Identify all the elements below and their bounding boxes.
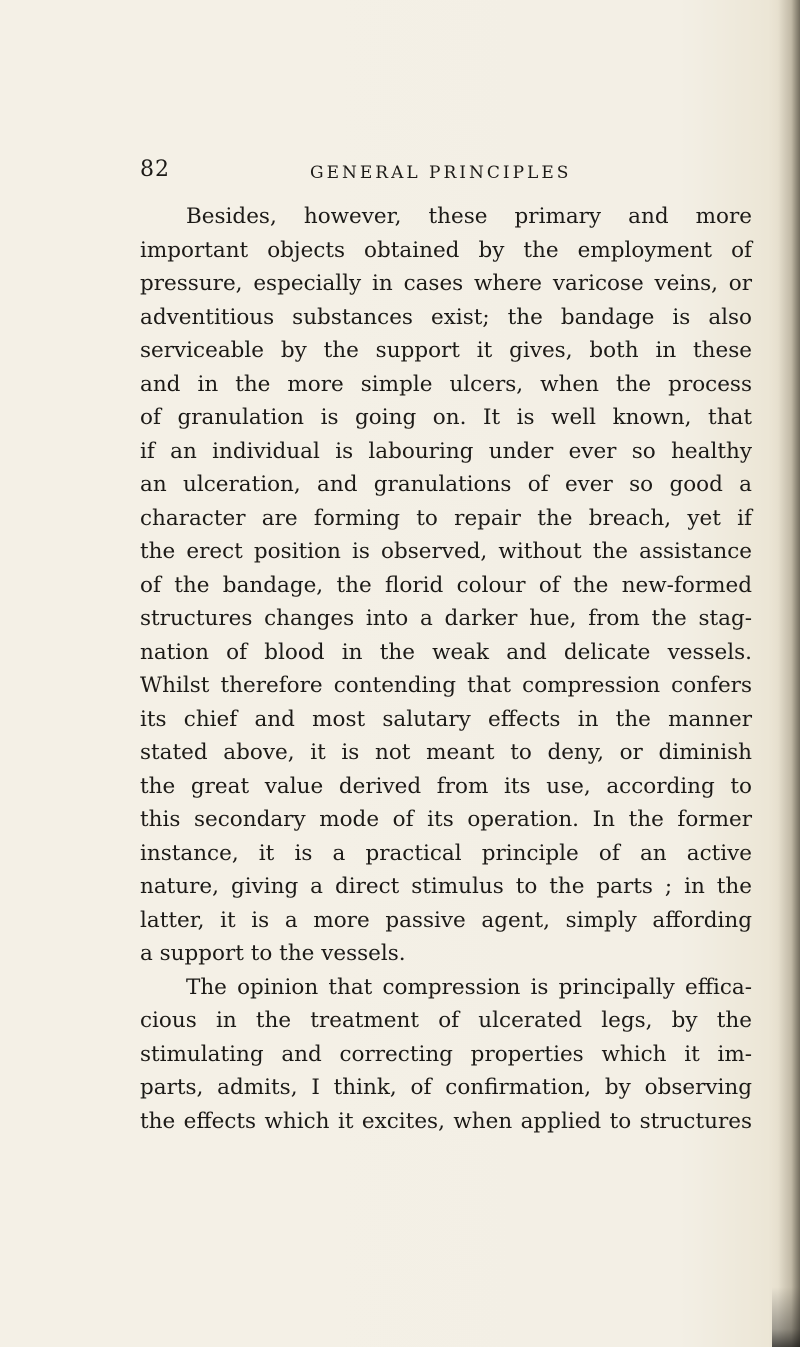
text-line: adventitious substances exist; the bandage is also [140,304,752,330]
text-line: nature, giving a direct stimulus to the parts ; in the [140,874,752,899]
page-header [140,157,740,197]
text-line: parts, admits, I think, of confirmation, by observing [140,1075,752,1100]
text-line: latter, it is a more passive agent, simply affording [140,907,752,933]
text-line: an ulceration, and granulations of ever so good a [140,472,752,497]
text-line: a support to the vessels. [140,941,406,966]
text-line: if an individual is labouring under ever so healthy [140,438,752,464]
text-line: the great value derived from its use, according to [140,773,752,799]
text-line: of the bandage, the florid colour of the new-formed [140,572,752,598]
text-line: stated above, it is not meant to deny, or diminish [140,740,752,765]
text-line: stimulating and correcting properties which it im- [140,1041,752,1067]
body-text [140,200,752,1138]
text-line: the effects which it excites, when applied to structures [140,1108,752,1134]
text-line: structures changes into a darker hue, from the stag- [140,606,752,631]
text-line: and in the more simple ulcers, when the process [140,371,752,397]
text-line: Besides, however, these primary and more [186,204,752,229]
text-line: serviceable by the support it gives, both in these [140,338,752,363]
running-head: GENERAL PRINCIPLES [310,163,572,183]
text-line: The opinion that compression is principally effica- [186,974,752,1000]
text-line: Whilst therefore contending that compression confers [140,673,752,698]
text-line: character are forming to repair the breach, yet if [140,505,752,531]
text-line: the erect position is observed, without the assistance [140,539,752,564]
text-line: pressure, especially in cases where varicose veins, or [140,271,752,296]
page-corner-mark [772,1287,800,1347]
text-line: nation of blood in the weak and delicate vessels. [140,639,752,665]
page-number: 82 [140,157,170,182]
text-line: important objects obtained by the employment of [140,237,752,263]
text-line: of granulation is going on. It is well known, that [140,405,752,430]
text-line: cious in the treatment of ulcerated legs, by the [140,1008,752,1033]
page-edge-shadow [778,0,800,1347]
text-line: this secondary mode of its operation. In the former [140,807,752,832]
text-line: instance, it is a practical principle of an active [140,840,752,866]
text-line: its chief and most salutary effects in the manner [140,706,752,732]
